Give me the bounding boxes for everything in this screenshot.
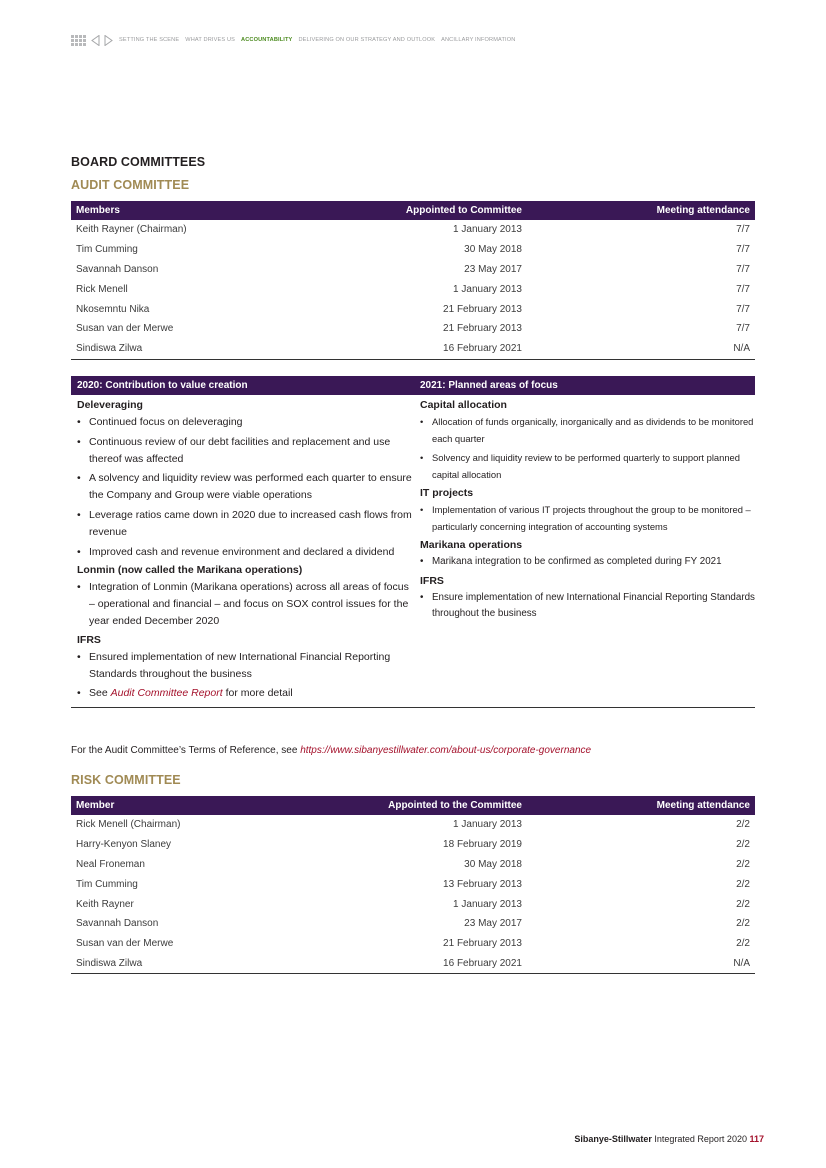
table-row (71, 855, 755, 875)
contribution-header (71, 376, 755, 395)
section-title: IT projects (420, 487, 474, 499)
contribution-left-column (71, 395, 414, 705)
appointed-date: 16 February 2021 (376, 339, 527, 359)
nav-item[interactable]: ACCOUNTABILITY (241, 37, 293, 43)
appointed-date: 1 January 2013 (453, 898, 522, 910)
table-row (71, 954, 755, 974)
page-footer (574, 1134, 764, 1144)
nav-item[interactable]: SETTING THE SCENE (119, 37, 180, 43)
list-item: • Allocation of funds organically, inorganically and as dividends to be monitored each quarter (420, 414, 755, 447)
member-name: Rick Menell (76, 283, 128, 295)
member-name: Tim Cumming (76, 878, 138, 890)
see-suffix: for more detail (222, 687, 293, 700)
next-page-icon[interactable] (103, 34, 113, 46)
meeting-attendance: N/A (527, 339, 755, 359)
meeting-attendance: 7/7 (736, 323, 750, 335)
table-row (71, 914, 755, 934)
meeting-attendance: 7/7 (736, 283, 750, 295)
table-row (71, 299, 755, 319)
member-name: Savannah Danson (76, 918, 159, 930)
table-row (71, 934, 755, 954)
list-item: • Continuous review of our debt facilities and replacement and use thereof was affected (77, 434, 414, 468)
contribution-table (71, 376, 755, 708)
audit-committee-table (71, 201, 755, 360)
appointed-date: 23 May 2017 (464, 918, 522, 930)
member-name: Neal Froneman (76, 858, 145, 870)
header-attendance: Meeting attendance (527, 201, 755, 220)
appointed-date: 1 January 2013 (453, 283, 522, 295)
list-item: • Improved cash and revenue environment and declared a dividend (77, 544, 414, 561)
header-attendance: Meeting attendance (527, 796, 755, 815)
member-name: Sindiswa Zilwa (71, 954, 359, 974)
terms-text: For the Audit Committee’s Terms of Reference, see (71, 745, 301, 756)
bullet-list (77, 579, 414, 629)
meeting-attendance: 7/7 (736, 224, 750, 236)
page-number: 117 (749, 1134, 764, 1144)
right-column-header: 2021: Planned areas of focus (420, 380, 558, 391)
appointed-date: 30 May 2018 (464, 244, 522, 256)
member-name: Sindiswa Zilwa (71, 339, 376, 359)
meeting-attendance: 2/2 (736, 898, 750, 910)
risk-committee-table (71, 796, 755, 974)
meeting-attendance: 2/2 (736, 858, 750, 870)
member-name: Rick Menell (Chairman) (76, 819, 181, 831)
list-item: • A solvency and liquidity review was performed each quarter to ensure the Company and Group were viable operations (77, 470, 414, 504)
footer-report-title: Integrated Report 2020 (651, 1134, 750, 1144)
planned-focus-right-column (414, 395, 755, 705)
meeting-attendance: 2/2 (736, 878, 750, 890)
section-title: Capital allocation (420, 399, 507, 411)
bullet-list (77, 414, 414, 560)
list-item (77, 685, 414, 702)
table-row (71, 260, 755, 280)
left-column-header: 2020: Contribution to value creation (77, 380, 248, 391)
member-name: Susan van der Merwe (76, 323, 174, 335)
table-row (71, 835, 755, 855)
meeting-attendance: N/A (527, 954, 755, 974)
appointed-date: 21 February 2013 (443, 323, 522, 335)
top-navigation (71, 33, 521, 47)
meeting-attendance: 7/7 (736, 263, 750, 275)
page-title: BOARD COMMITTEES (71, 155, 206, 169)
nav-item[interactable]: WHAT DRIVES US (185, 37, 236, 43)
table-row (71, 894, 755, 914)
bullet-list (420, 590, 755, 623)
nav-item[interactable]: DELIVERING ON OUR STRATEGY AND OUTLOOK (298, 37, 436, 43)
section-title: Deleveraging (77, 399, 143, 411)
appointed-date: 16 February 2021 (359, 954, 527, 974)
meeting-attendance: 7/7 (736, 303, 750, 315)
table-row (71, 279, 755, 299)
audit-committee-report-link[interactable]: Audit Committee Report (110, 687, 223, 700)
section-title: IFRS (420, 574, 444, 587)
table-row (71, 874, 755, 894)
member-name: Keith Rayner (76, 898, 134, 910)
bullet-list (420, 414, 755, 483)
section-title: Marikana operations (420, 539, 523, 551)
appointed-date: 21 February 2013 (443, 303, 522, 315)
list-item: • Ensured implementation of new International Financial Reporting Standards throughout the business (77, 649, 414, 683)
table-row (71, 240, 755, 260)
list-item: • Solvency and liquidity review to be performed quarterly to support planned capital allocation (420, 450, 755, 483)
header-members: Members (71, 201, 376, 220)
list-item: • Marikana integration to be confirmed as completed during FY 2021 (420, 554, 755, 571)
appointed-date: 30 May 2018 (464, 858, 522, 870)
list-item: • Implementation of various IT projects throughout the group to be monitored – particularly concerning integration of accounting systems (420, 502, 755, 535)
member-name: Nkosemntu Nika (76, 303, 150, 315)
bullet-list (420, 502, 755, 535)
meeting-attendance: 7/7 (736, 244, 750, 256)
list-item: • Continued focus on deleveraging (77, 414, 414, 431)
list-item: • Leverage ratios came down in 2020 due to increased cash flows from revenue (77, 507, 414, 541)
audit-committee-heading: AUDIT COMMITTEE (71, 178, 190, 192)
meeting-attendance: 2/2 (736, 918, 750, 930)
risk-committee-heading: RISK COMMITTEE (71, 773, 181, 787)
footer-brand: Sibanye-Stillwater (574, 1134, 652, 1144)
terms-of-reference (71, 745, 591, 756)
section-title: IFRS (77, 633, 101, 646)
table-row (71, 815, 755, 835)
member-name: Tim Cumming (76, 244, 138, 256)
nav-item[interactable]: ANCILLARY INFORMATION (441, 37, 516, 43)
meeting-attendance: 2/2 (736, 819, 750, 831)
previous-page-icon[interactable] (90, 34, 100, 46)
table-header-row (71, 796, 755, 815)
section-nav (119, 37, 521, 43)
governance-link[interactable]: https://www.sibanyestillwater.com/about-us/corporate-governance (300, 745, 592, 756)
table-row (71, 319, 755, 339)
table-row (71, 339, 755, 359)
table-row (71, 220, 755, 240)
meeting-attendance: 2/2 (736, 938, 750, 950)
appointed-date: 1 January 2013 (453, 224, 522, 236)
appointed-date: 21 February 2013 (443, 938, 522, 950)
list-item: • Integration of Lonmin (Marikana operations) across all areas of focus – operational and financial – and focus on SOX control issues for the year ended December 2020 (77, 579, 414, 629)
appointed-date: 23 May 2017 (464, 263, 522, 275)
table-header-row (71, 201, 755, 220)
meeting-attendance: 2/2 (736, 839, 750, 851)
see-prefix: See (89, 687, 111, 700)
member-name: Harry-Kenyon Slaney (76, 839, 172, 851)
header-appointed: Appointed to Committee (376, 201, 527, 220)
bullet-list (420, 554, 755, 571)
member-name: Savannah Danson (76, 263, 159, 275)
bullet-list (77, 649, 414, 702)
section-title: Lonmin (now called the Marikana operations) (77, 564, 303, 577)
appointed-date: 1 January 2013 (453, 819, 522, 831)
header-member: Member (71, 796, 359, 815)
appointed-date: 18 February 2019 (443, 839, 522, 851)
appointed-date: 13 February 2013 (443, 878, 522, 890)
member-name: Susan van der Merwe (76, 938, 174, 950)
list-item: • Ensure implementation of new International Financial Reporting Standards throughout the business (420, 590, 755, 623)
header-appointed: Appointed to the Committee (359, 796, 527, 815)
menu-grid-icon[interactable] (71, 35, 86, 46)
member-name: Keith Rayner (Chairman) (76, 224, 187, 236)
